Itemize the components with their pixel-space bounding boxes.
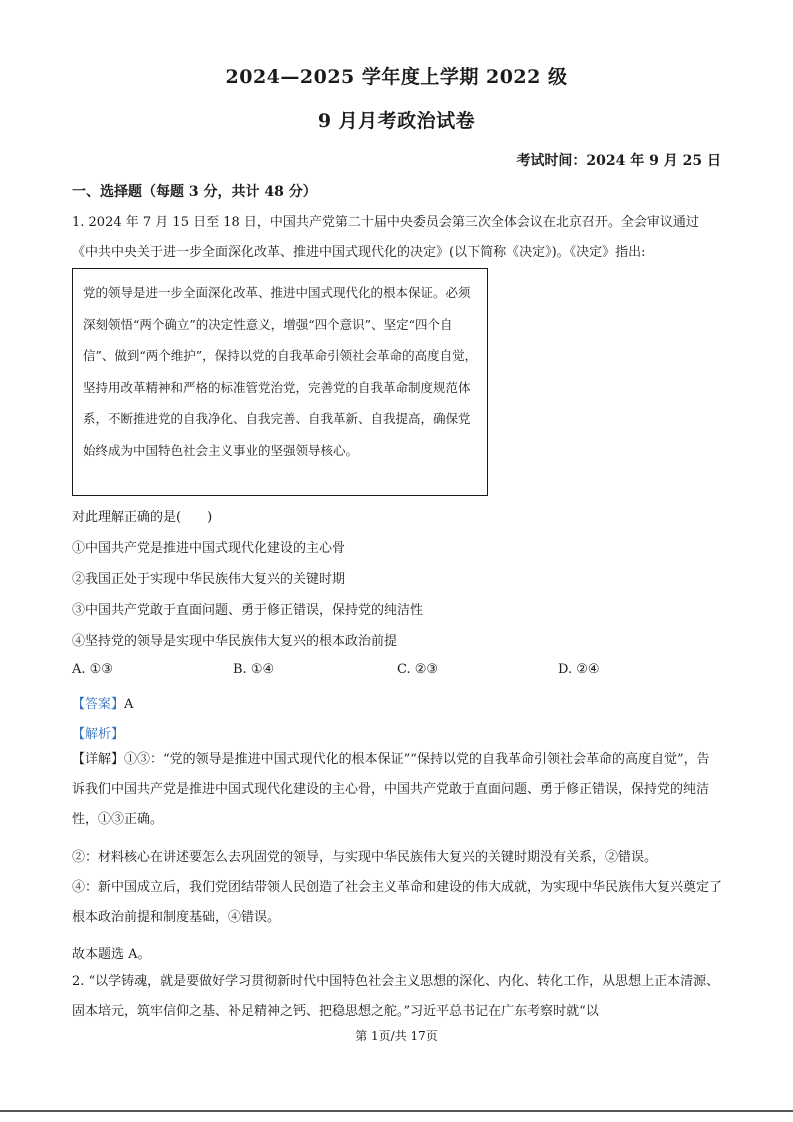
question-1-stem: 1. 2024 年 7 月 15 日至 18 日，中国共产党第二十届中央委员会第三次全体会议在北京召开。全会审议通过《中共中央关于进一步全面深化改革、推进中国式现代化的决定》(以下简称《决定》)。《决定》指出: bbox=[72, 215, 699, 260]
option-a[interactable]: A. ①③ bbox=[72, 662, 113, 677]
statement-4: ④坚持党的领导是实现中华民族伟大复兴的根本政治前提 bbox=[72, 634, 398, 649]
conclusion: 故本题选 A。 bbox=[72, 947, 151, 962]
statement-3: ③中国共产党敢于直面问题、勇于修正错误，保持党的纯洁性 bbox=[72, 603, 424, 618]
note-statement-2: ②：材料核心在讲述要怎么去巩固党的领导，与实现中华民族伟大复兴的关键时期没有关系，②错误。 bbox=[72, 850, 658, 865]
detail-text: ①③：“党的领导是推进中国式现代化的根本保证”“保持以党的自我革命引领社会革命的高度自觉”，告诉我们中国共产党是推进中国式现代化建设的主心骨，中国共产党敢于直面问题、勇于修正错误，保持党的纯洁性，①③正确。 bbox=[72, 752, 710, 827]
question-2-stem: 2. “以学铸魂，就是要做好学习贯彻新时代中国特色社会主义思想的深化、内化、转化工作，从思想上正本清源、固本培元，筑牢信仰之基、补足精神之钙、把稳思想之舵。”习近平总书记在广东考察时就“以 bbox=[72, 974, 720, 1019]
section-heading: 一、选择题（每题 3 分，共计 48 分） bbox=[72, 184, 317, 200]
detail-paragraph bbox=[72, 745, 722, 835]
detail-tag: 【详解】 bbox=[72, 752, 125, 767]
answer-tag: 【答案】 bbox=[72, 697, 125, 712]
statement-1: ①中国共产党是推进中国式现代化建设的主心骨 bbox=[72, 541, 346, 556]
question-1-prompt: 对此理解正确的是( ) bbox=[72, 510, 213, 525]
quote-box bbox=[72, 268, 488, 496]
note-statement-4: ④：新中国成立后，我们党团结带领人民创造了社会主义革命和建设的伟大成就，为实现中华民族伟大复兴奠定了根本政治前提和制度基础，④错误。 bbox=[72, 880, 723, 925]
option-c[interactable]: C. ②③ bbox=[397, 662, 439, 677]
answer-value: A bbox=[124, 697, 134, 712]
exam-subtitle: 9 月月考政治试卷 bbox=[317, 110, 476, 132]
analysis-tag: 【解析】 bbox=[72, 727, 125, 742]
answer-line bbox=[72, 693, 133, 712]
exam-time: 考试时间：2024 年 9 月 25 日 bbox=[516, 153, 721, 169]
option-b[interactable]: B. ①④ bbox=[233, 662, 275, 677]
statement-2: ②我国正处于实现中华民族伟大复兴的关键时期 bbox=[72, 572, 346, 587]
exam-title: 2024—2025 学年度上学期 2022 级 bbox=[225, 66, 568, 88]
page-number: 第 1页/共 17页 bbox=[355, 1029, 438, 1043]
option-d[interactable]: D. ②④ bbox=[558, 662, 600, 677]
quote-text: 党的领导是进一步全面深化改革、推进中国式现代化的根本保证。必须深刻领悟“两个确立”的决定性意义，增强“四个意识”、坚定“四个自信”、做到“两个维护”，保持以党的自我革命引领社会革命的高度自觉，坚持用改革精神和严格的标准管党治党，完善党的自我革命制度规范体系，不断推进党的自我净化、自我完善、自我革新、自我提高，确保党始终成为中国特色社会主义事业的坚强领导核心。 bbox=[83, 285, 478, 458]
bottom-divider bbox=[0, 1110, 793, 1112]
